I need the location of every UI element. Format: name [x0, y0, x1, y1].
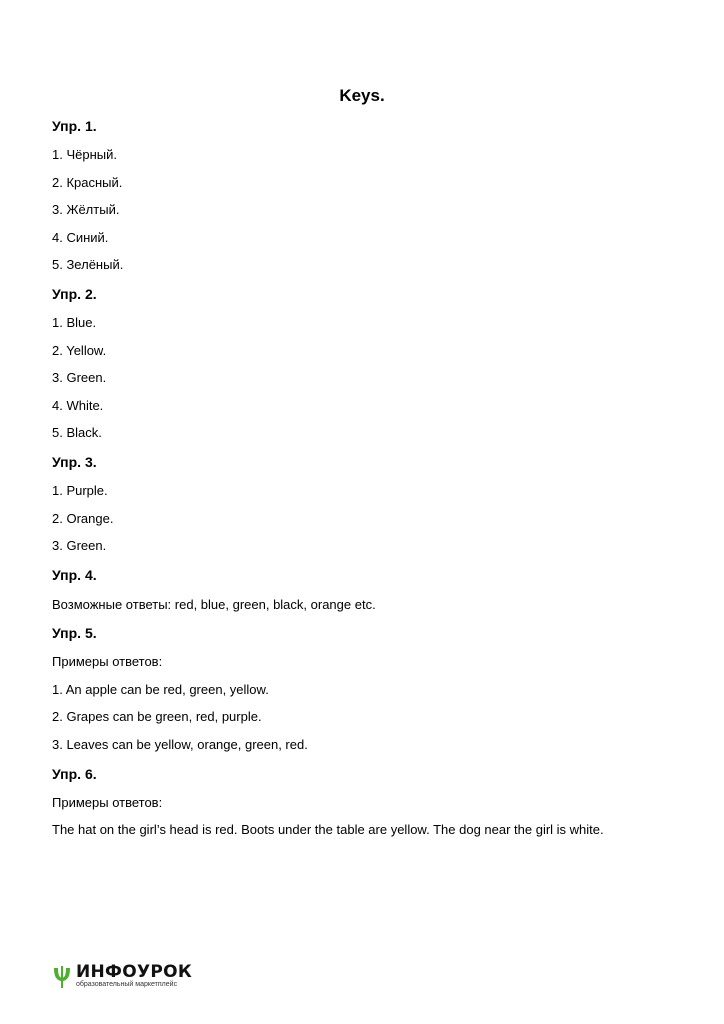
section-heading: Упр. 3.	[52, 454, 97, 470]
answer-line: 4. Синий.	[52, 230, 109, 245]
answer-line: The hat on the girl’s head is red. Boots under the table are yellow. The dog near the girl is white.	[52, 822, 604, 837]
section-heading: Упр. 5.	[52, 625, 97, 641]
answer-line: Примеры ответов:	[52, 795, 163, 810]
answer-line: 4. White.	[52, 398, 104, 413]
section-heading: Упр. 2.	[52, 286, 97, 302]
answer-line: 1. Blue.	[52, 315, 97, 330]
answer-line: Возможные ответы: red, blue, green, black, orange etc.	[52, 597, 376, 612]
answer-line: 2. Красный.	[52, 175, 123, 190]
section-heading: Упр. 4.	[52, 567, 97, 583]
logo-subtitle: образовательный маркетплейс	[76, 981, 178, 988]
answer-line: Примеры ответов:	[52, 654, 163, 669]
section-heading: Упр. 6.	[52, 766, 97, 782]
answer-line: 2. Grapes can be green, red, purple.	[52, 709, 262, 724]
infourok-logo-icon	[52, 964, 72, 988]
infourok-logo[interactable]	[52, 960, 222, 994]
answer-line: 1. An apple can be red, green, yellow.	[52, 682, 269, 697]
section-heading: Упр. 1.	[52, 118, 97, 134]
document-title: Keys.	[339, 86, 385, 105]
answer-line: 5. Зелёный.	[52, 257, 124, 272]
answer-line: 2. Orange.	[52, 511, 114, 526]
answer-line: 3. Green.	[52, 370, 107, 385]
answer-line: 3. Жёлтый.	[52, 202, 120, 217]
logo-name: ИНФОУРОК	[76, 962, 193, 982]
answer-line: 3. Green.	[52, 538, 107, 553]
answer-line: 2. Yellow.	[52, 343, 107, 358]
answer-line: 1. Purple.	[52, 483, 108, 498]
answer-line: 1. Чёрный.	[52, 147, 117, 162]
answer-line: 5. Black.	[52, 425, 102, 440]
answer-line: 3. Leaves can be yellow, orange, green, red.	[52, 737, 308, 752]
